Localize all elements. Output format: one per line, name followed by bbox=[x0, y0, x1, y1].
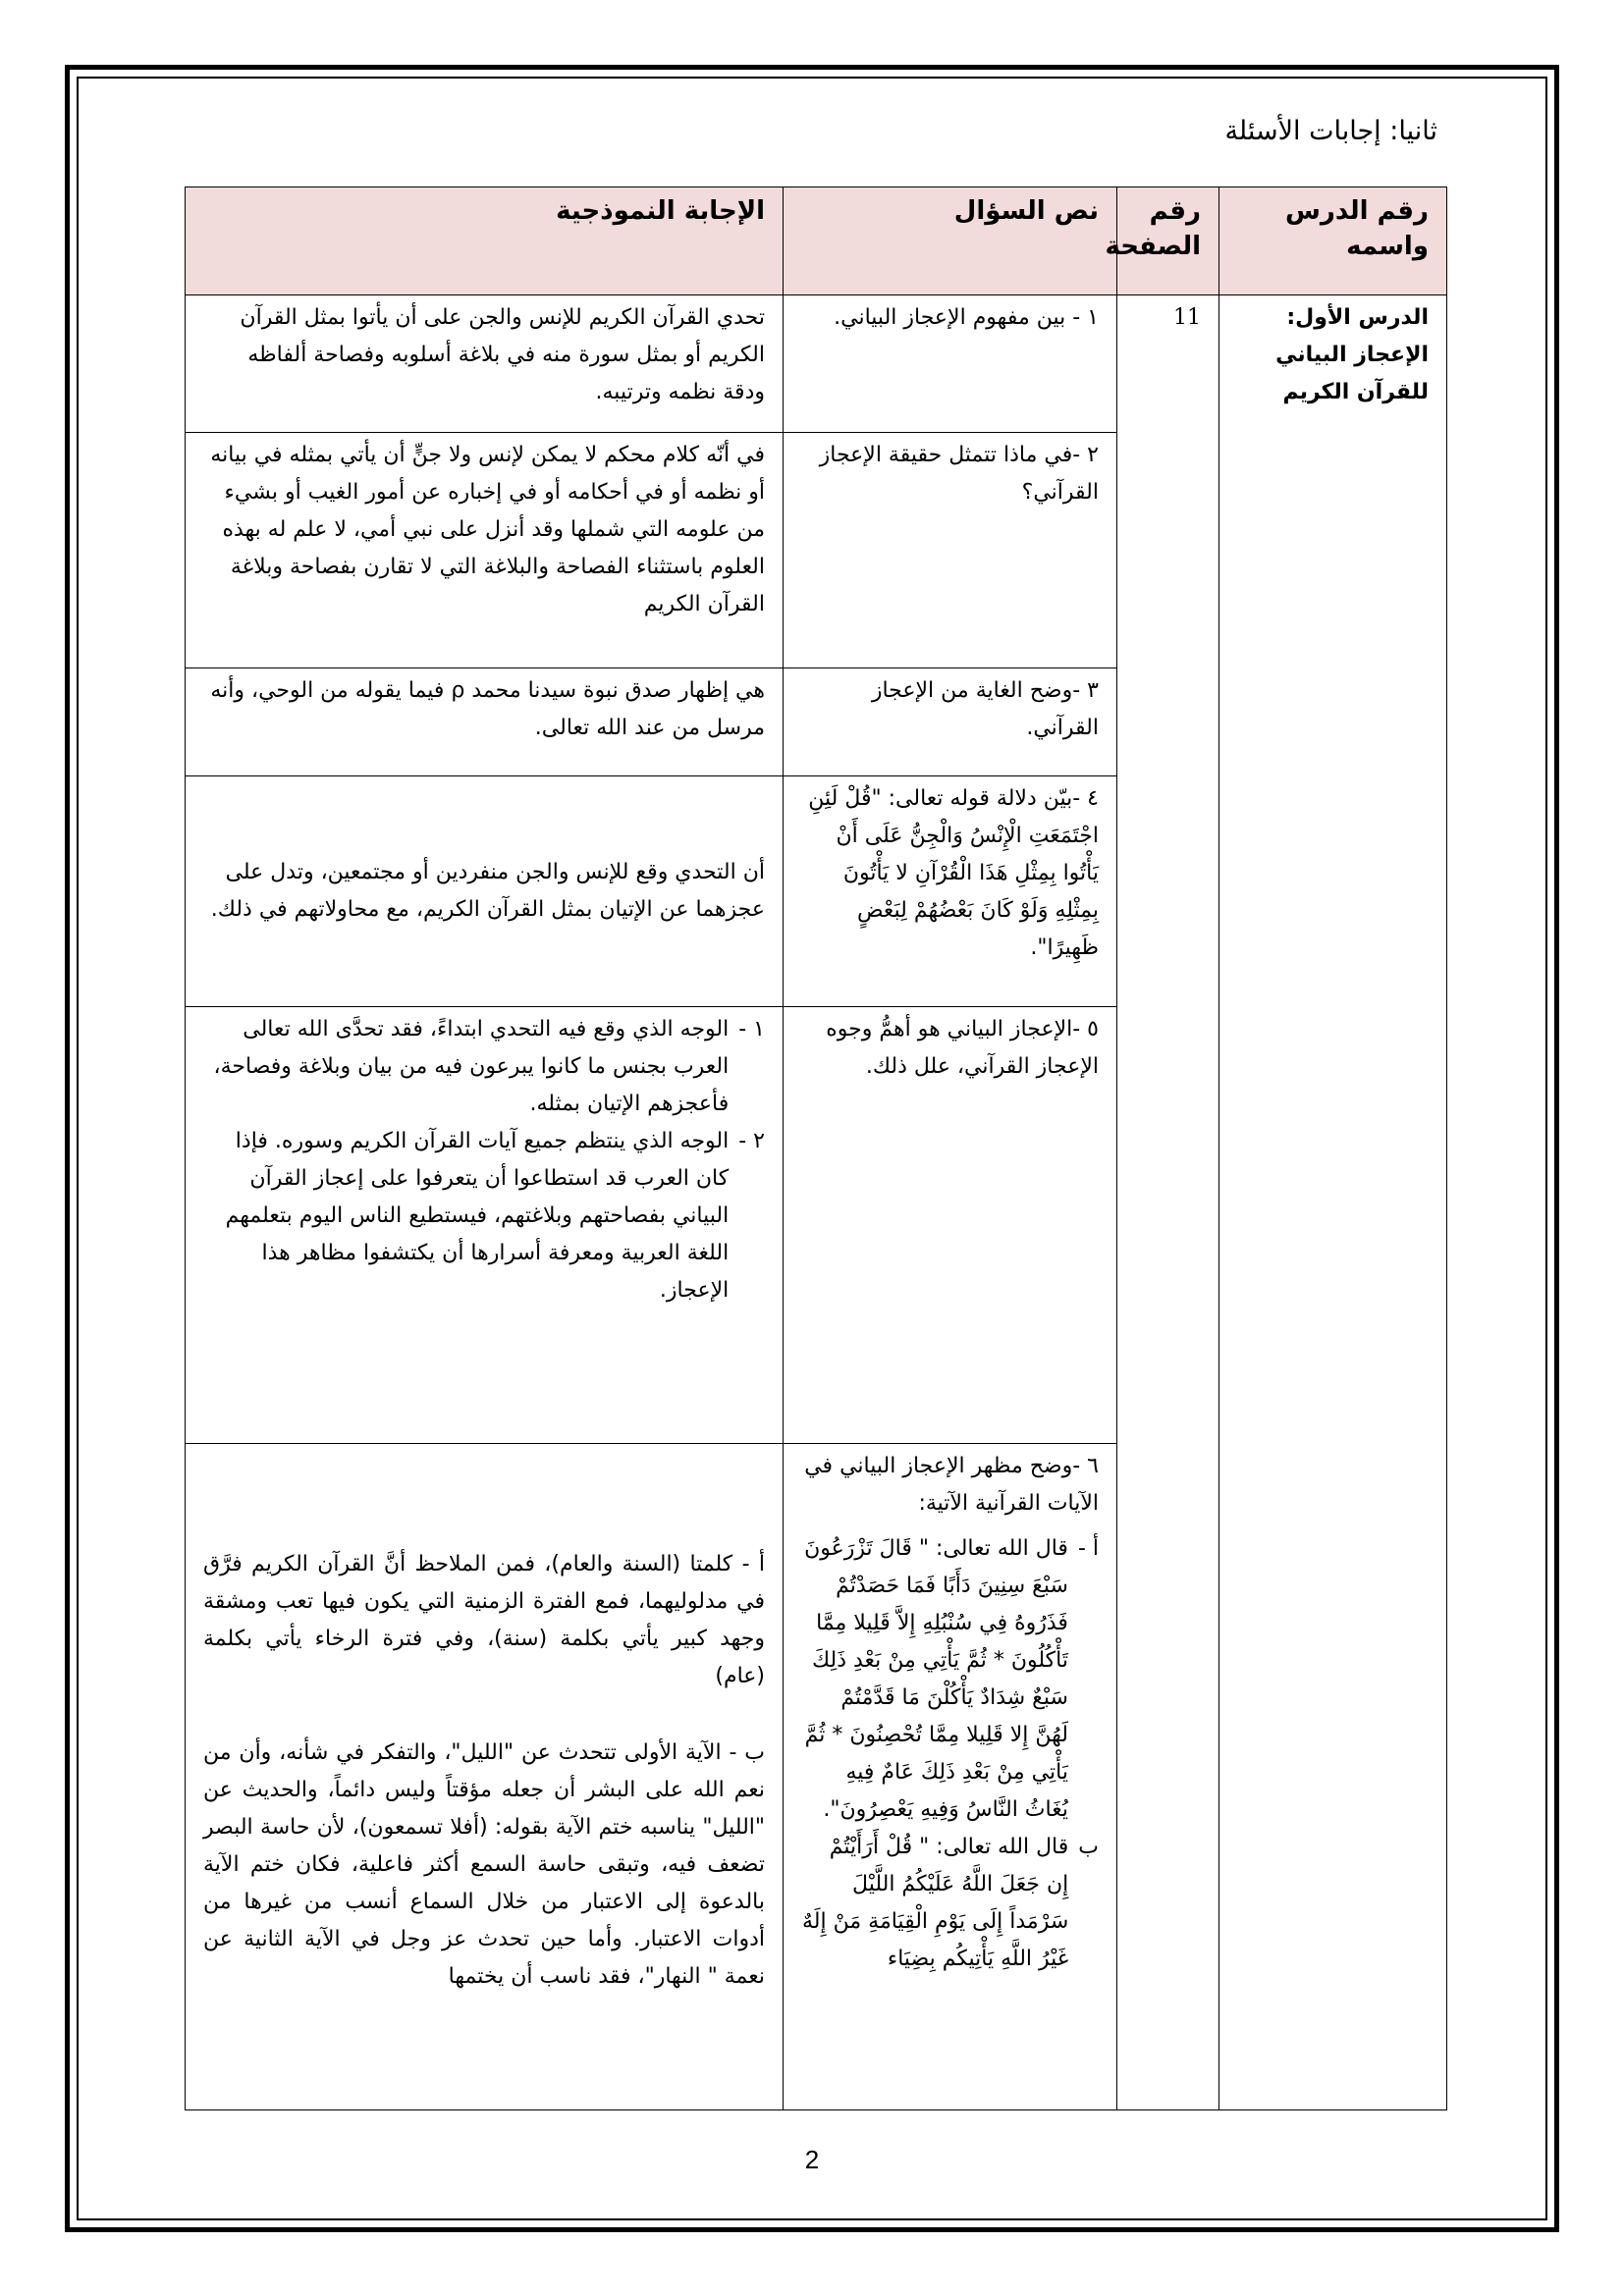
answer-spacer bbox=[203, 1448, 765, 1546]
table-header-row bbox=[186, 187, 1447, 295]
lesson-cell bbox=[1219, 295, 1447, 2110]
question-cell bbox=[784, 1444, 1117, 2110]
answer-cell bbox=[186, 1007, 784, 1444]
question-item bbox=[801, 1530, 1099, 1829]
answer-part-a: أ - كلمتا (السنة والعام)، فمن الملاحظ أنَّ القرآن الكريم فرَّق في مدلوليهما، فمع الفترة الزمنية التي يكون فيها تعب ومشقة وجهد كبير يأتي بكلمة (سنة)، وفي فترة الرخاء يأتي بكلمة (عام) bbox=[203, 1552, 765, 1688]
answer-cell: أن التحدي وقع للإنس والجن منفردين أو مجتمعين، وتدل على عجزهما عن الإتيان بمثل القرآن الكريم، مع محاولاتهم في ذلك. bbox=[186, 776, 784, 1007]
answer-cell bbox=[186, 1444, 784, 2110]
answers-table bbox=[185, 187, 1447, 2110]
lesson-title-name: الإعجاز البياني للقرآن الكريم bbox=[1275, 343, 1429, 404]
question-text: ٦ -وضح مظهر الإعجاز البياني في الآيات القرآنية الآتية: bbox=[804, 1454, 1099, 1516]
page-number: 2 bbox=[804, 2145, 820, 2174]
answer-item bbox=[203, 1011, 765, 1123]
header-page: رقم الصفحة bbox=[1117, 187, 1219, 295]
answer-item-number: ٢ - bbox=[738, 1129, 765, 1153]
answer-cell: في أنّه كلام محكم لا يمكن لإنس ولا جنٍّ أن يأتي بمثله في بيانه أو نظمه أو في أحكامه أو في إخباره عن أمور الغيب أو بشيء من علومه التي شملها وقد أنزل على نبي أمي، لا علم له بهذه العلوم باستثناء الفصاحة والبلاغة التي لا تقارن بفصاحة وبلاغة القرآن الكريم bbox=[186, 433, 784, 668]
section-heading: ثانيا: إجابات الأسئلة bbox=[1224, 116, 1437, 146]
header-lesson: رقم الدرس واسمه bbox=[1219, 187, 1447, 295]
question-item bbox=[801, 1829, 1099, 1978]
answer-item-number: ١ - bbox=[738, 1017, 765, 1041]
answer-item-text: الوجه الذي ينتظم جميع آيات القرآن الكريم وسوره. فإذا كان العرب قد استطاعوا أن يتعرفوا على إعجاز القرآن البياني بفصاحتهم وبلاغتهم، فيستطيع الناس اليوم بتعلمهم اللغة العربية ومعرفة أسرارها أن يكتشفوا مظاهر هذا الإعجاز. bbox=[225, 1129, 730, 1303]
answer-spacer bbox=[203, 1695, 765, 1735]
lesson-title-label: الدرس الأول: bbox=[1286, 305, 1429, 330]
answer-cell: تحدي القرآن الكريم للإنس والجن على أن يأتوا بمثل القرآن الكريم أو بمثل سورة منه في بلاغة أسلوبه وفصاحة ألفاظه ودقة نظمه وترتيبه. bbox=[186, 295, 784, 433]
answer-item-text: الوجه الذي وقع فيه التحدي ابتداءً، فقد تحدَّى الله تعالى العرب بجنس ما كانوا يبرعون فيه من بيان وبلاغة وفصاحة، فأعجزهم الإتيان بمثله. bbox=[213, 1017, 730, 1116]
question-cell: ٥ -الإعجاز البياني هو أهمُّ وجوه الإعجاز القرآني، علل ذلك. bbox=[784, 1007, 1117, 1444]
question-item-text: قال الله تعالى: " قَالَ تَزْرَعُونَ سَبْعَ سِنِينَ دَأَبًا فَمَا حَصَدْتُمْ فَذَرُوهُ فِي سُنْبُلِهِ إِلاَّ قَلِيلا مِمَّا تَأْكُلُونَ * ثُمَّ يَأْتِي مِنْ بَعْدِ ذَلِكَ سَبْعٌ شِدَادٌ يَأْكُلْنَ مَا قَدَّمْتُمْ لَهُنَّ إِلا قَلِيلا مِمَّا تُحْصِنُونَ * ثُمَّ يَأْتِي مِنْ بَعْدِ ذَلِكَ عَامٌ فِيهِ يُغَاثُ النَّاسُ وَفِيهِ يَعْصِرُونَ". bbox=[804, 1536, 1068, 1822]
question-cell: ٢ -في ماذا تتمثل حقيقة الإعجاز القرآني؟ bbox=[784, 433, 1117, 668]
header-answer: الإجابة النموذجية bbox=[186, 187, 784, 295]
question-cell: ١ - بين مفهوم الإعجاز البياني. bbox=[784, 295, 1117, 433]
question-item-letter: ب bbox=[1078, 1835, 1099, 1859]
header-question: نص السؤال bbox=[784, 187, 1117, 295]
table-row bbox=[186, 295, 1447, 433]
page-ref-cell: 11 bbox=[1117, 295, 1219, 2110]
question-cell: ٤ -بيّن دلالة قوله تعالى: "قُلْ لَئِنِ اجْتَمَعَتِ الْإِنْسُ وَالْجِنُّ عَلَى أَنْ يَأْتُوا بِمِثْلِ هَذَا الْقُرْآنِ لا يَأْتُونَ بِمِثْلِهِ وَلَوْ كَانَ بَعْضُهُمْ لِبَعْضٍ ظَهِيرًا". bbox=[784, 776, 1117, 1007]
question-item-letter: أ - bbox=[1077, 1536, 1099, 1561]
answer-cell: هي إظهار صدق نبوة سيدنا محمد ρ فيما يقوله من الوحي، وأنه مرسل من عند الله تعالى. bbox=[186, 668, 784, 776]
question-item-text: قال الله تعالى: " قُلْ أَرَأَيْتُمْ إِن جَعَلَ اللَّهُ عَلَيْكُمُ اللَّيْلَ سَرْمَداً إِلَى يَوْمِ الْقِيَامَةِ مَنْ إِلَهٌ غَيْرُ اللَّهِ يَأْتِيكُم بِضِيَاء bbox=[802, 1835, 1069, 1971]
question-cell: ٣ -وضح الغاية من الإعجاز القرآني. bbox=[784, 668, 1117, 776]
answer-part-b: ب - الآية الأولى تتحدث عن "الليل"، والتفكر في شأنه، وأن من نعم الله على البشر أن جعله مؤقتاً وليس دائماً، والحديث عن "الليل" يناسبه ختم الآية بقوله: (أفلا تسمعون)، لأن حاسة البصر تضعف فيه، وتبقى حاسة السمع أكثر فاعلية، فكان ختم الآية بالدعوة إلى الاعتبار من خلال السماع أنسب من غيرها من أدوات الاعتبار. وأما حين تحدث عز وجل في الآية الثانية عن نعمة " النهار"، فقد ناسب أن يختمها bbox=[203, 1740, 765, 1989]
answer-item bbox=[203, 1123, 765, 1309]
